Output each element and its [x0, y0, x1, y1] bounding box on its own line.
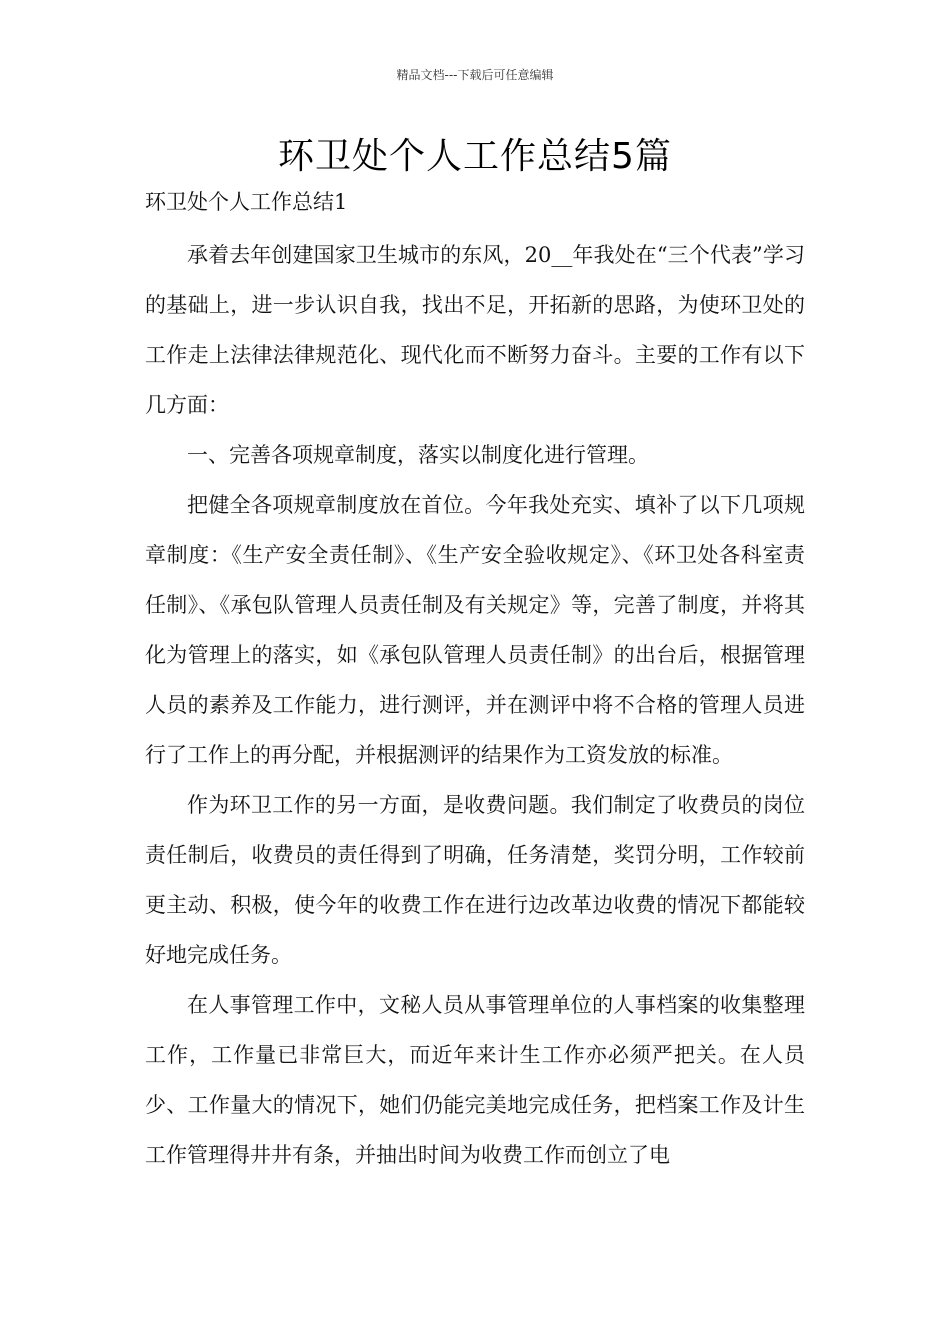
header-note: 精品文档---下载后可任意编辑: [396, 68, 554, 82]
paragraph: 一、完善各项规章制度，落实以制度化进行管理。: [187, 443, 649, 467]
document-body: [145, 230, 805, 1180]
paragraph: 承着去年创建国家卫生城市的东风，20__年我处在“三个代表”学习的基础上，进一步认识自我，找出不足，开拓新的思路，为使环卫处的工作走上法律法律规范化、现代化而不断努力奋斗。主要的工作有以下几方面：: [145, 243, 805, 417]
paragraph: 在人事管理工作中，文秘人员从事管理单位的人事档案的收集整理工作，工作量已非常巨大，而近年来计生工作亦必须严把关。在人员少、工作量大的情况下，她们仍能完美地完成任务，把档案工作及计生工作管理得井井有条，并抽出时间为收费工作而创立了电: [145, 993, 805, 1167]
document-title: 环卫处个人工作总结5篇: [278, 136, 672, 177]
paragraph: 作为环卫工作的另一方面，是收费问题。我们制定了收费员的岗位责任制后，收费员的责任得到了明确，任务清楚，奖罚分明，工作较前更主动、积极，使今年的收费工作在进行边改革边收费的情况下都能较好地完成任务。: [145, 793, 805, 967]
section-subtitle: 环卫处个人工作总结1: [145, 190, 348, 214]
paragraph: 把健全各项规章制度放在首位。今年我处充实、填补了以下几项规章制度：《生产安全责任制》、《生产安全验收规定》、《环卫处各科室责任制》、《承包队管理人员责任制及有关规定》等，完善了制度，并将其化为管理上的落实，如《承包队管理人员责任制》的出台后，根据管理人员的素养及工作能力，进行测评，并在测评中将不合格的管理人员进行了工作上的再分配，并根据测评的结果作为工资发放的标准。: [145, 493, 805, 767]
